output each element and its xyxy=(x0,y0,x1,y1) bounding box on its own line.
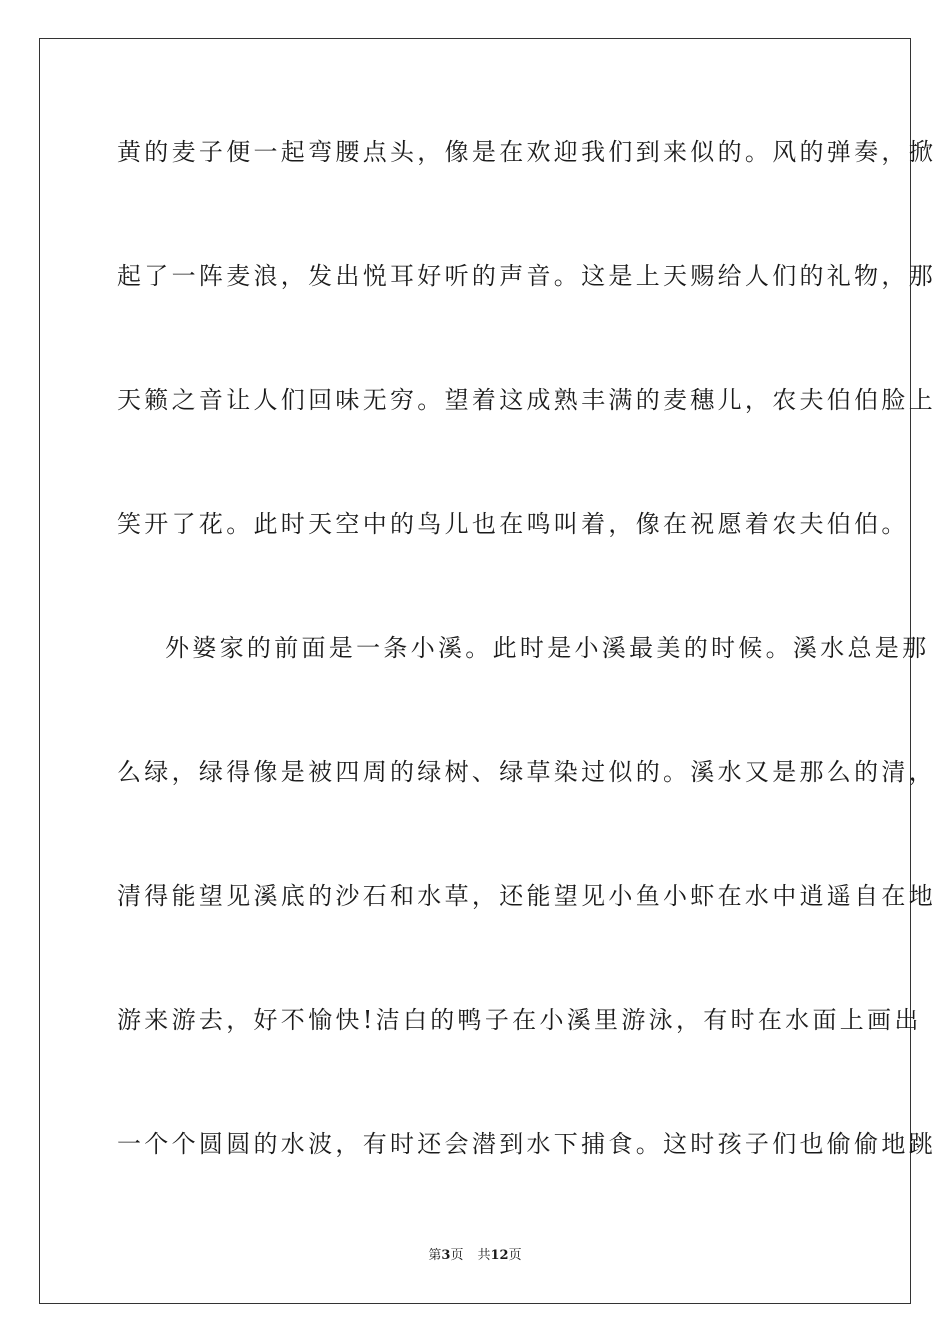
page-suffix: 页 xyxy=(450,1248,464,1263)
page-prefix: 第 xyxy=(428,1248,442,1263)
text-line-1: 黄的麦子便一起弯腰点头，像是在欢迎我们到来似的。风的弹奏，掀 xyxy=(117,138,936,166)
total-prefix: 共 xyxy=(477,1248,491,1263)
paragraph-start-line: 外婆家的前面是一条小溪。此时是小溪最美的时候。溪水总是那 xyxy=(165,634,930,662)
total-pages: 12 xyxy=(490,1248,509,1263)
text-line-2: 起了一阵麦浪，发出悦耳好听的声音。这是上天赐给人们的礼物，那 xyxy=(117,262,936,290)
page-number: 3 xyxy=(441,1248,451,1263)
text-line-3: 天籁之音让人们回味无穷。望着这成熟丰满的麦穗儿，农夫伯伯脸上 xyxy=(117,386,936,414)
text-line-7: 清得能望见溪底的沙石和水草，还能望见小鱼小虾在水中逍遥自在地 xyxy=(117,882,936,910)
total-suffix: 页 xyxy=(508,1248,522,1263)
text-line-4: 笑开了花。此时天空中的鸟儿也在鸣叫着，像在祝愿着农夫伯伯。 xyxy=(117,510,909,538)
page-border xyxy=(39,38,936,1304)
text-line-8: 游来游去，好不愉快!洁白的鸭子在小溪里游泳，有时在水面上画出 xyxy=(117,1006,922,1034)
text-line-9: 一个个圆圆的水波，有时还会潜到水下捕食。这时孩子们也偷偷地跳 xyxy=(117,1130,936,1158)
text-line-6: 么绿，绿得像是被四周的绿树、绿草染过似的。溪水又是那么的清， xyxy=(117,758,936,786)
page-footer xyxy=(0,1246,950,1266)
